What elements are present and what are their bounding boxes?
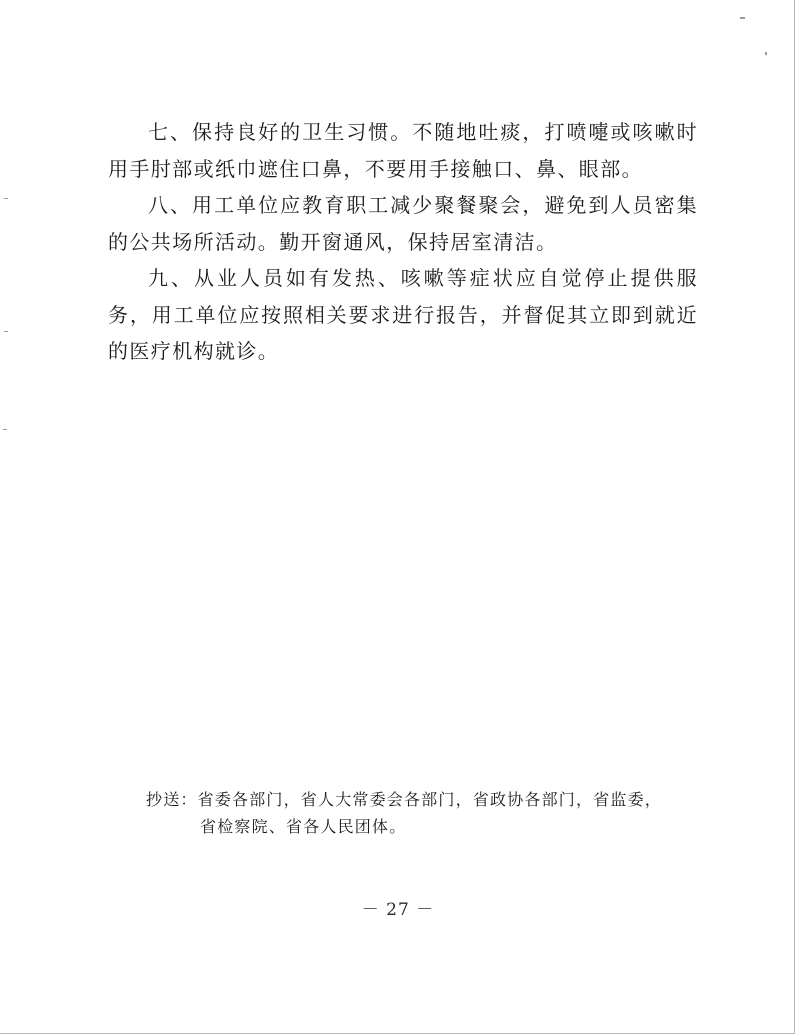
cc-label: 抄送： bbox=[146, 790, 198, 809]
paragraph-seven: 七、保持良好的卫生习惯。不随地吐痰，打喷嚏或咳嗽时用手肘部或纸巾遮住口鼻，不要用手接触口、鼻、眼部。 bbox=[108, 120, 698, 181]
cc-distribution bbox=[146, 786, 706, 840]
cc-recipients-line1: 省委各部门，省人大常委会各部门，省政协各部门，省监委， bbox=[197, 790, 663, 809]
cc-line-first bbox=[146, 786, 706, 813]
scan-speck bbox=[4, 198, 8, 199]
cc-recipients-line2: 省检察院、省各人民团体。 bbox=[200, 817, 407, 836]
paragraph-eight: 八、用工单位应教育职工减少聚餐聚会，避免到人员密集的公共场所活动。勤开窗通风，保持居室清洁。 bbox=[108, 193, 698, 254]
scan-speck bbox=[765, 52, 767, 55]
paragraph-nine: 九、从业人员如有发热、咳嗽等症状应自觉停止提供服务，用工单位应按照相关要求进行报告，并督促其立即到就近的医疗机构就诊。 bbox=[108, 266, 698, 363]
scan-speck bbox=[740, 17, 745, 19]
scan-speck bbox=[4, 331, 8, 332]
scan-speck bbox=[3, 429, 7, 430]
page-number: － 27 － bbox=[361, 900, 435, 920]
document-body bbox=[108, 114, 698, 370]
